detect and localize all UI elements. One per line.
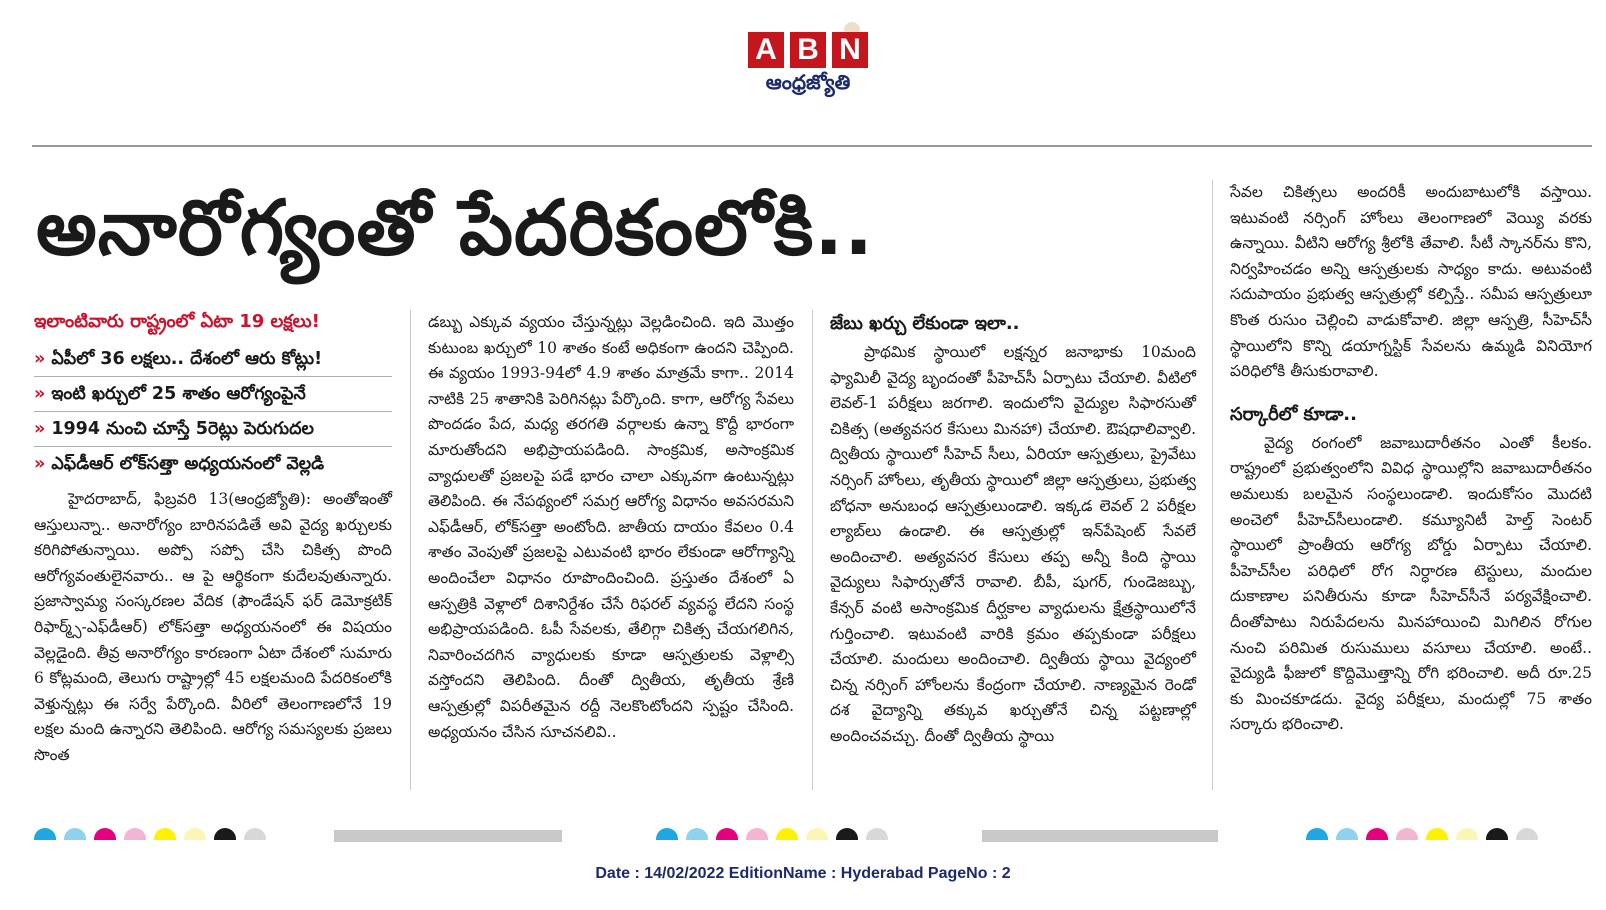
- color-swatch: [806, 828, 828, 840]
- logo-letter-n: N: [832, 32, 868, 68]
- subheading: సర్కారీలో కూడా..: [1230, 403, 1357, 425]
- edition-footer: Date : 14/02/2022 EditionName : Hyderabad PageNo : 2: [595, 865, 1011, 882]
- color-swatch: [746, 828, 768, 840]
- color-swatch: [836, 828, 858, 840]
- color-swatch: [214, 828, 236, 840]
- color-swatch: [1366, 828, 1388, 840]
- headline: అనారోగ్యంతో పేదరికంలోకి..: [36, 183, 874, 272]
- column-1: [34, 310, 392, 769]
- color-swatch: [94, 828, 116, 840]
- color-swatch: [184, 828, 206, 840]
- subheading: జేబు ఖర్చు లేకుండా ఇలా..: [830, 313, 1020, 334]
- bullet-item: [34, 447, 392, 481]
- column-2: [428, 310, 794, 745]
- color-swatch: [776, 828, 798, 840]
- column-4: [1230, 180, 1592, 738]
- article-paragraph: ప్రాథమిక స్థాయిలో లక్షన్నర జనాభాకు 10మంది ఫ్యామిలీ వైద్య బృందంతో పీహెచ్‌సీ ఏర్పాటు చేయాలి. వీటిలో లెవల్-1 పరీక్షలు జరగాలి. ఇందులోని వైద్యుల సిఫారసుతో చికిత్స (అత్యవసర కేసులు మినహా) చేయాలి. ఔషధాలివ్వాలి. ద్వితీయ స్థాయిలో సీహెచ్ సీలు, ఏరియా ఆస్పత్రులు, ప్రైవేటు నర్సింగ్ హోంలు, తృతీయ స్థాయిలో జిల్లా ఆస్పత్రులు, ప్రభుత్వ బోధనా అనుబంధ ఆస్పత్రులుండాలి. ఇక్కడ లెవల్ 2 పరీక్షల ల్యాబ్‌లు ఉండాలి. ఈ ఆస్పత్రుల్లో ఇన్‌పేషెంట్ సేవలే అందించాలి. అత్యవసర కేసులు తప్ప అన్నీ కింది స్థాయి వైద్యులు సిఫార్సుతోనే రావాలి. బీపీ, షుగర్, గుండెజబ్బు, కేన్సర్ వంటి అసాంక్రమిక దీర్ఘకాల వ్యాధులను క్షేత్రస్థాయిలోనే గుర్తించాలి. ఇటువంటి వారికి క్రమం తప్పకుండా పరీక్షలు చేయాలి. మందులు అందించాలి. ద్వితీయ స్థాయి వైద్యంలో చిన్న నర్సింగ్ హోంలను కేంద్రంగా చేయాలి. నాణ్యమైన రెండో దశ వైద్యాన్ని తక్కువ ఖర్చుతోనే చిన్న పట్టణాల్లో అందించవచ్చు. దీంతో ద్వితీయ స్థాయి: [830, 343, 1196, 745]
- color-registration-strip: [34, 828, 274, 842]
- bullet-item: [34, 412, 392, 447]
- double-arrow-icon: »: [34, 384, 46, 404]
- bullet-item: [34, 342, 392, 377]
- color-swatch: [716, 828, 738, 840]
- gray-register-bar: [982, 830, 1218, 842]
- gray-register-bar: [334, 830, 562, 842]
- bullet-item: [34, 377, 392, 412]
- column-divider: [812, 310, 813, 790]
- bullet-text: ఏపీలో 36 లక్షలు.. దేశంలో ఆరు కోట్లు!: [51, 349, 323, 369]
- color-swatch: [1396, 828, 1418, 840]
- double-arrow-icon: »: [34, 419, 46, 439]
- color-swatch: [656, 828, 678, 840]
- color-swatch: [64, 828, 86, 840]
- logo-letter-b: B: [790, 32, 826, 68]
- color-swatch: [154, 828, 176, 840]
- color-swatch: [34, 828, 56, 840]
- color-swatch: [1306, 828, 1328, 840]
- color-swatch: [1486, 828, 1508, 840]
- header-divider: [32, 145, 1592, 147]
- color-swatch: [124, 828, 146, 840]
- article-paragraph: సేవల చికిత్సలు అందరికీ అందుబాటులోకి వస్తాయి. ఇటువంటి నర్సింగ్ హోంలు తెలంగాణలో వెయ్యి వరకు ఉన్నాయి. వీటిని ఆరోగ్య శ్రీలోకి తేవాలి. సీటీ స్కానర్‌ను కొని, నిర్వహించడం అన్ని ఆస్పత్రులకు సాధ్యం కాదు. అటువంటి సదుపాయం ప్రభుత్వ ఆస్పత్రుల్లో కల్పిస్తే.. సమీప ఆస్పత్రులూ కొంత రుసుం చెల్లించి వాడుకోవాలి. జిల్లా ఆస్పత్రి, సీహెచ్‌సీ స్థాయిలోని కొన్ని డయాగ్నస్టిక్ సేవలను ఉమ్మడి వినియోగ పరిధిలోకి తీసుకురావాలి.: [1230, 183, 1592, 381]
- article-paragraph: వైద్య రంగంలో జవాబుదారీతనం ఎంతో కీలకం. రాష్ట్రంలో ప్రభుత్వంలోని వివిధ స్థాయిల్లోని జవాబుదారీతనం అమలుకు బలమైన సంస్థలుండాలి. ఇందుకోసం మొదటి అంచెలో పీహెచ్‌సీలుండాలి. కమ్యూనిటీ హెల్త్ సెంటర్ స్థాయిలో ప్రాంతీయ ఆరోగ్య బోర్డు ఏర్పాటు చేయాలి. పీహెచ్‌సీల పరిధిలో రోగ నిర్ధారణ టెస్టులు, మందుల దుకాణాల పనితీరును కూడా సీహెచ్‌సీనే పర్యవేక్షించాలి. దీంతోపాటు నిరుపేదలను మినహాయించి మిగిలిన రోగుల నుంచి పరిమిత రుసుములు వసూలు చేయాలి. అంటే.. వైద్యుడి ఫీజులో కొద్దిమొత్తాన్ని రోగి భరించాలి. అదీ రూ.25 కు మించకూడదు. వైద్య పరీక్షలు, మందుల్లో 75 శాతం సర్కారు భరించాలి.: [1230, 433, 1592, 734]
- color-registration-strip: [656, 828, 896, 842]
- double-arrow-icon: »: [34, 454, 46, 474]
- column-divider: [410, 310, 411, 790]
- bullet-text: ఎఫ్‌డీఆర్‌ లోక్‌సత్తా అధ్యయనంలో వెల్లడి: [51, 454, 325, 474]
- logo: [748, 22, 868, 102]
- color-swatch: [1456, 828, 1478, 840]
- color-registration-strip: [1306, 828, 1546, 842]
- color-swatch: [1336, 828, 1358, 840]
- logo-subtitle: ఆంధ్రజ్యోతి: [765, 70, 851, 94]
- logo-cup-icon: [844, 22, 860, 32]
- logo-letter-a: A: [748, 32, 784, 68]
- kicker: ఇలాంటివారు రాష్ట్రంలో ఏటా 19 లక్షలు!: [34, 311, 320, 332]
- column-divider: [1212, 180, 1213, 790]
- color-swatch: [1516, 828, 1538, 840]
- color-swatch: [244, 828, 266, 840]
- color-swatch: [866, 828, 888, 840]
- article-paragraph: హైదరాబాద్, ఫిబ్రవరి 13(ఆంధ్రజ్యోతి): అంతోఇంతో ఆస్తులున్నా.. అనారోగ్యం బారినపడితే అవి వైద్య ఖర్చులకు కరిగిపోతున్నాయి. అప్పో సప్పో చేసి చికిత్స పొంది ఆరోగ్యవంతులైనవారు.. ఆ పై ఆర్థికంగా కుదేలవుతున్నారు. ప్రజాస్వామ్య సంస్కరణల వేదిక (ఫౌండేషన్ ఫర్ డెమోక్రటిక్ రిఫార్మ్స్-ఎఫ్‌డీఆర్) లోక్‌సత్తా అధ్యయనంలో ఈ విషయం వెల్లడైంది. తీవ్ర అనారోగ్యం కారణంగా ఏటా దేశంలో సుమారు 6 కోట్లమంది, తెలుగు రాష్ట్రాల్లో 45 లక్షలమంది పేదరికంలోకి వెళ్తున్నట్లు ఈ సర్వే పేర్కొంది. వీరిలో తెలంగాణలోనే 19 లక్షల మంది ఉన్నారని తెలిపింది. ఆరోగ్య సమస్యలకు ప్రజలు సొంత: [34, 490, 392, 764]
- column-3: [830, 310, 1196, 750]
- color-swatch: [1426, 828, 1448, 840]
- double-arrow-icon: »: [34, 349, 46, 369]
- color-swatch: [686, 828, 708, 840]
- bullet-text: 1994 నుంచి చూస్తే 5రెట్లు పెరుగుదల: [51, 419, 314, 439]
- bullet-text: ఇంటి ఖర్చులో 25 శాతం ఆరోగ్యంపైనే: [51, 384, 306, 404]
- article-paragraph: డబ్బు ఎక్కువ వ్యయం చేస్తున్నట్లు వెల్లడించింది. ఇది మొత్తం కుటుంబ ఖర్చులో 10 శాతం కంటే అధికంగా ఉందని చెప్పింది. ఈ వ్యయం 1993-94లో 4.9 శాతం మాత్రమే కాగా.. 2014 నాటికి 25 శాతానికి పెరిగినట్లు పేర్కొంది. కాగా, ఆరోగ్య సేవలు పొందడం పేద, మధ్య తరగతి వర్గాలకు ఉన్నా కొద్దీ భారంగా మారుతోందని అభిప్రాయపడింది. సాంక్రమిక, అసాంక్రమిక వ్యాధులతో ప్రజలపై పడే భారం చాలా ఎక్కువగా ఉంటున్నట్లు తెలిపింది. ఈ నేపథ్యంలో సమగ్ర ఆరోగ్య విధానం అవసరమని ఎఫ్‌డీఆర్, లోక్‌సత్తా అంటోంది. జాతీయ దాయం కేవలం 0.4 శాతం వెంపుతో ప్రజలపై ఎటువంటి భారం లేకుండా ఆరోగ్యాన్ని అందించేలా విధానం రూపొందించింది. ప్రస్తుతం దేశంలో ఏ ఆస్పత్రికి వెళ్లాలో దిశానిర్దేశం చేసే రిఫరల్ వ్యవస్థ లేదని సంస్థ అభిప్రాయపడింది. ఓపీ సేవలకు, తేలిగ్గా చికిత్స చేయగలిగిన, నివారించదగిన వ్యాధులకు కూడా ఆస్పత్రులకు వెళ్లాల్సి వస్తోందని తెలిపింది. దీంతో ద్వితీయ, తృతీయ శ్రేణి ఆస్పత్రుల్లో విపరీతమైన రద్దీ నెలకొంటోందని స్పష్టం చేసింది. అధ్యయనం చేసిన సూచనలివి..: [428, 313, 794, 741]
